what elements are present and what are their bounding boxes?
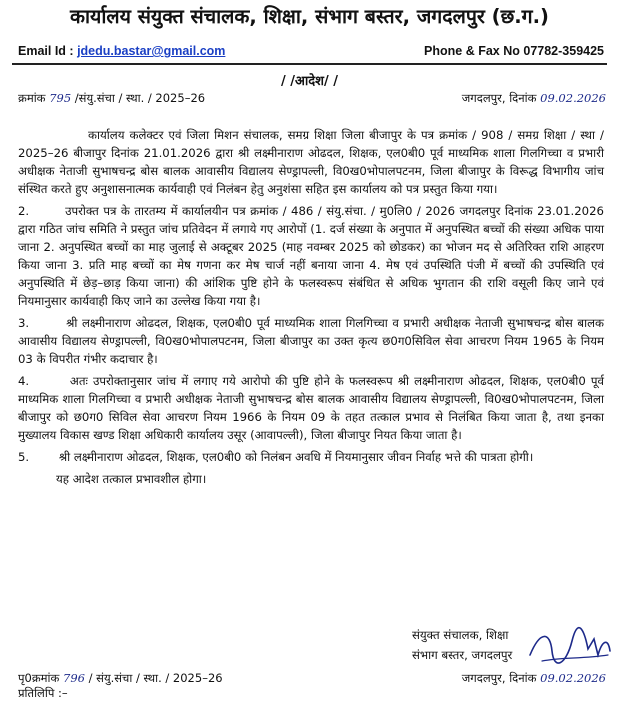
email-link[interactable]: jdedu.bastar@gmail.com (77, 44, 226, 58)
place-date-prefix: जगदलपुर, दिनांक (461, 91, 537, 105)
order-reference (18, 91, 205, 106)
paragraph-3-number: 3. (18, 316, 30, 330)
endorsement-ref-suffix: / संयु.संचा / स्था. / 2025–26 (88, 671, 223, 685)
endorsement-reference (18, 671, 223, 686)
endorsement-ref-prefix: पृ0क्रमांक (18, 671, 60, 685)
contact-row (18, 44, 604, 60)
endorsement-place-date-prefix: जगदलपुर, दिनांक (461, 671, 537, 685)
ref-suffix: /संयु.संचा / स्था. / 2025–26 (74, 91, 206, 105)
paragraph-3-text: श्री लक्ष्मीनाराण ओढदल, शिक्षक, एल0बी0 पूर्व माध्यमिक शाला गिलगिच्चा व प्रभारी अधीक्षक नेताजी सुभाषचन्द्र बोस बालक आवासीय विद्यालय सेण्ड्रापल्ली, वि0ख0भोपालपटनम, जिला बीजापुर का उक्त कृत्य छ0ग0सिविल सेवा आचरण नियम 1965 के नियम 03 के विपरीत गंभीर कदाचार है। (18, 316, 604, 366)
paragraph-2-text: उपरोक्त पत्र के तारतम्य में कार्यालयीन पत्र क्रमांक / 486 / संयु.संचा. / मु0लि0 / 2026 जगदलपुर दिनांक 23.01.2026 द्वारा गठित जांच समिति ने प्रस्तुत जांच प्रतिवेदन में लगाये गए आरोपों (1. दर्ज संख्या के अनुपात में अनुपस्थित बच्चों की संख्या अधिक पाया जाना 2. अनुपस्थित बच्चों का माह जुलाई से अक्टूबर 2025 (माह नवम्बर 2025 को छोडकर) का भोजन मद से अतिरिक्त राशि आहरण किया जाना 3. प्रति माह बच्चों का मेष गणना कर मेष चार्ज नहीं बनाया जाना 4. मेष एवं उपस्थिति पंजी में बच्चों की उपस्थिति एवं अनुपस्थिति में छेड़–छाड़ किया जाना) की आंशिक पुष्टि होने के फलस्वरूप संबंधित से अधिक भुगतान की राशि वसूली किए जाने एवं नियमानुसार कार्यवाही किए जाने का उल्लेख किया गया है। (18, 204, 604, 308)
paragraph-4-number: 4. (18, 374, 30, 388)
signatory-office: संभाग बस्तर, जगदलपुर (412, 648, 513, 662)
order-reference-row (18, 91, 606, 109)
endorsement-date-handwritten: 09.02.2026 (540, 671, 606, 685)
order-place-date (462, 91, 606, 106)
header-divider (12, 63, 607, 65)
paragraph-5-text: श्री लक्ष्मीनाराण ओढदल, शिक्षक, एल0बी0 को निलंबन अवधि में नियमानुसार जीवन निर्वाह भत्ते की पात्रता होगी। (58, 450, 534, 464)
ref-number-handwritten: 795 (49, 91, 72, 105)
paragraph-4-text: अतः उपरोक्तानुसार जांच में लगाए गये आरोपो की पुष्टि होने के फलस्वरूप श्री लक्ष्मीनाराण ओढदल, शिक्षक, एल0बी0 पूर्व माध्यमिक शाला गिलगिच्चा व प्रभारी अधीक्षक नेताजी सुभाषचन्द्र बोस बालक आवासीय विद्यालय सेण्ड्रापल्ली, वि0ख0भोपालपटनम, जिला बीजापुर को छ0ग0 सिविल सेवा आचरण नियम 1966 के नियम 09 के तहत तत्काल प्रभाव से निलंबित किया जाता है, तथा इनका मुख्यालय विकास खण्ड शिक्षा अधिकारी कार्यालय उसूर (आवापल्ली), जिला बीजापुर नियत किया जाता है। (18, 374, 604, 442)
paragraph-4 (18, 372, 604, 444)
paragraph-3 (18, 314, 604, 368)
endorsement-place-date (462, 671, 606, 686)
order-date-handwritten: 09.02.2026 (540, 91, 606, 105)
endorsement-row (18, 671, 606, 687)
effect-statement: यह आदेश तत्काल प्रभावशील होगा। (56, 472, 207, 486)
email-line (18, 44, 225, 58)
signature-icon (522, 621, 612, 669)
paragraph-2 (18, 202, 604, 310)
email-label: Email Id : (18, 44, 74, 58)
order-heading: / /आदेश/ / (280, 74, 339, 89)
paragraph-2-number: 2. (18, 204, 30, 218)
endorsement-ref-number-handwritten: 796 (63, 671, 85, 685)
office-title: कार्यालय संयुक्त संचालक, शिक्षा, संभाग बस्तर, जगदलपुर (छ.ग.) (70, 5, 549, 28)
paragraph-5 (18, 448, 604, 466)
ref-prefix: क्रमांक (18, 91, 46, 105)
signatory-designation: संयुक्त संचालक, शिक्षा (412, 628, 509, 642)
copy-to-label: प्रतिलिपि :– (18, 686, 68, 700)
phone-fax: Phone & Fax No 07782-359425 (424, 44, 604, 58)
paragraph-1: कार्यालय कलेक्टर एवं जिला मिशन संचालक, समग्र शिक्षा जिला बीजापुर के पत्र क्रमांक / 908 / समग्र शिक्षा / स्था / 2025–26 बीजापुर दिनांक 21.01.2026 द्वारा श्री लक्ष्मीनाराण ओढदल, शिक्षक, एल0बी0 पूर्व माध्यमिक शाला गिलगिच्चा व प्रभारी अधीक्षक नेताजी सुभाषचन्द्र बोस बालक आवासीय विद्यालय सेण्ड्रापल्ली, वि0ख0भोपालपटनम, जिला बीजापुर के विरूद्ध विभागीय जांच संस्थित करते हुए अनुशासनात्मक कार्यवाही एवं निलंबन हेतु अनुशंसा सहित इस कार्यालय को पत्र प्रस्तुत किया गया। (18, 128, 604, 196)
order-body (18, 126, 604, 492)
signatory-block (412, 621, 612, 671)
paragraph-5-number: 5. (18, 450, 30, 464)
